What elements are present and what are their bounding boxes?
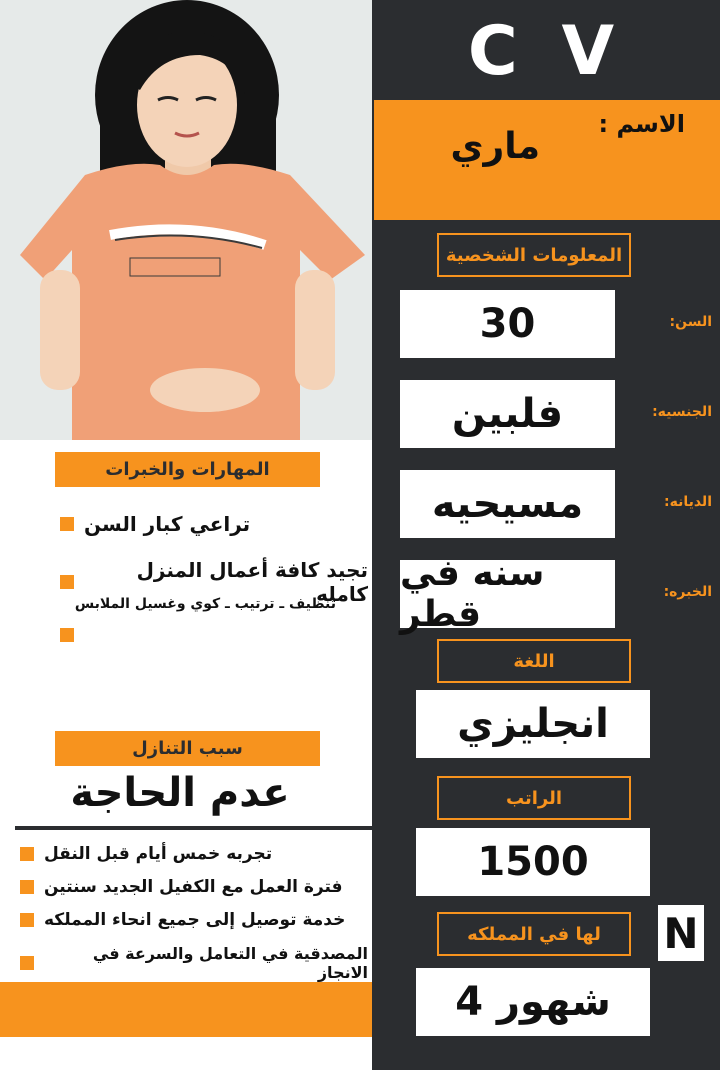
skill-text: تجيد كافة أعمال المنزل كامله	[136, 558, 368, 606]
footer-bar	[0, 982, 372, 1037]
benefit-text: خدمة توصيل إلى جميع انحاء المملكه	[44, 910, 346, 930]
skill-subtext: تنظيف ـ ترتيب ـ كوي وغسيل الملابس	[74, 596, 336, 612]
bullet-square-icon	[20, 956, 34, 970]
age-label: السن:	[669, 314, 712, 330]
in-kingdom-heading: لها في المملكه	[437, 912, 631, 956]
bullet-square-icon	[20, 880, 34, 894]
age-value: 30	[400, 290, 615, 358]
divider	[15, 826, 372, 830]
skill-text: تراعي كبار السن	[84, 512, 251, 536]
salary-heading: الراتب	[437, 776, 631, 820]
nationality-label: الجنسيه:	[652, 404, 712, 420]
religion-value: مسيحيه	[400, 470, 615, 538]
benefit-item	[20, 877, 368, 897]
in-kingdom-value: 4 شهور	[416, 968, 650, 1036]
benefit-text: تجربه خمس أيام قبل النقل	[44, 844, 273, 864]
reason-heading	[55, 731, 320, 766]
reason-value: عدم الحاجة	[70, 770, 290, 816]
bullet-square-icon	[60, 575, 74, 589]
benefit-item	[20, 844, 368, 864]
bullet-square-icon	[20, 913, 34, 927]
skill-item-empty	[60, 628, 368, 642]
benefit-item	[20, 944, 368, 982]
benefit-text: المصدقية في التعامل والسرعة في الانجاز	[92, 944, 368, 982]
profile-photo	[0, 0, 372, 440]
experience-value: سنه في قطر	[400, 560, 615, 628]
reason-heading-text: سبب التنازل	[132, 738, 243, 759]
experience-label: الخبره:	[663, 584, 712, 600]
personal-info-heading: المعلومات الشخصية	[437, 233, 631, 277]
bullet-square-icon	[60, 517, 74, 531]
name-label: الاسم :	[598, 110, 685, 138]
bullet-square-icon	[20, 847, 34, 861]
skills-heading	[55, 452, 320, 487]
name-value: ماري	[450, 126, 540, 167]
salary-value: 1500	[416, 828, 650, 896]
n-marker: N	[658, 905, 704, 961]
nationality-value: فلبين	[400, 380, 615, 448]
language-value: انجليزي	[416, 690, 650, 758]
skill-item	[60, 512, 368, 536]
religion-label: الديانه:	[663, 494, 712, 510]
page-title: C V	[467, 12, 625, 91]
skills-heading-text: المهارات والخبرات	[105, 459, 270, 480]
benefit-item	[20, 910, 368, 930]
bullet-square-icon	[60, 628, 74, 642]
language-heading: اللغة	[437, 639, 631, 683]
benefit-text: فترة العمل مع الكفيل الجديد سنتين	[44, 877, 343, 897]
